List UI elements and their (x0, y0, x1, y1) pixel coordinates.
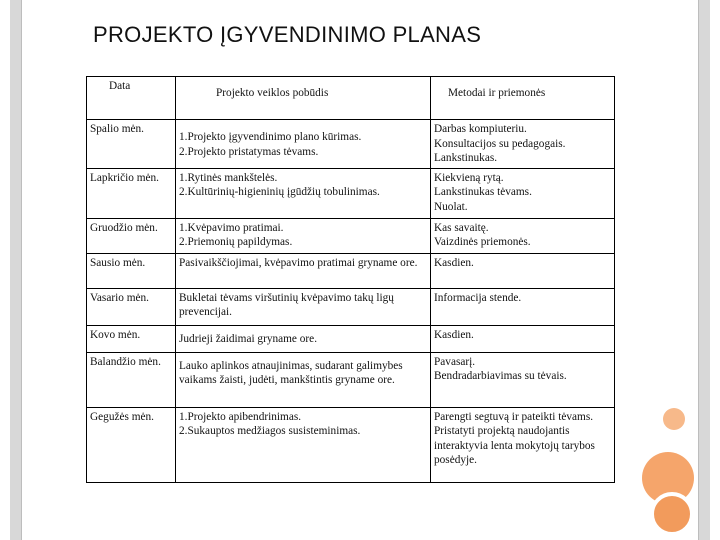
cell-methods: Kasdien. (431, 325, 615, 352)
cell-date: Lapkričio mėn. (87, 168, 176, 218)
cell-date: Sausio mėn. (87, 253, 176, 288)
cell-activity: Pasivaikščiojimai, kvėpavimo pratimai gryname ore. (176, 253, 431, 288)
cell-date: Gegužės mėn. (87, 407, 176, 482)
cell-activity: 1.Projekto įgyvendinimo plano kūrimas. 2.Projekto pristatymas tėvams. (176, 120, 431, 169)
header-activity: Projekto veiklos pobūdis (176, 77, 431, 120)
cell-date: Vasario mėn. (87, 288, 176, 325)
slide-frame-right (698, 0, 710, 540)
header-date: Data (87, 77, 176, 120)
cell-activity: 1.Rytinės mankštelės. 2.Kultūrinių-higieninių įgūdžių tobulinimas. (176, 168, 431, 218)
cell-methods: Kiekvieną rytą. Lankstinukas tėvams. Nuolat. (431, 168, 615, 218)
cell-methods: Informacija stende. (431, 288, 615, 325)
cell-activity: Bukletai tėvams viršutinių kvėpavimo takų ligų prevencijai. (176, 288, 431, 325)
cell-date: Balandžio mėn. (87, 352, 176, 407)
table-header-row (87, 77, 615, 120)
cell-methods: Darbas kompiuteriu. Konsultacijos su pedagogais. Lankstinukas. (431, 120, 615, 169)
cell-methods: Kasdien. (431, 253, 615, 288)
cell-activity: Judrieji žaidimai gryname ore. (176, 325, 431, 352)
plan-table (86, 76, 615, 483)
table-row (87, 253, 615, 288)
cell-activity: Lauko aplinkos atnaujinimas, sudarant galimybes vaikams žaisti, judėti, mankštintis gryname ore. (176, 352, 431, 407)
cell-methods: Pavasarį. Bendradarbiavimas su tėvais. (431, 352, 615, 407)
cell-date: Gruodžio mėn. (87, 218, 176, 253)
table-row (87, 288, 615, 325)
table-row (87, 407, 615, 482)
table-row (87, 325, 615, 352)
decor-circle-small (663, 408, 685, 430)
cell-activity: 1.Projekto apibendrinimas. 2.Sukauptos medžiagos susisteminimas. (176, 407, 431, 482)
table-row (87, 352, 615, 407)
cell-methods: Parengti segtuvą ir pateikti tėvams. Pristatyti projektą naudojantis interaktyvia lenta mokytojų tarybos posėdyje. (431, 407, 615, 482)
cell-methods: Kas savaitę. Vaizdinės priemonės. (431, 218, 615, 253)
page-title: PROJEKTO ĮGYVENDINIMO PLANAS (93, 22, 482, 47)
cell-activity: 1.Kvėpavimo pratimai. 2.Priemonių papildymas. (176, 218, 431, 253)
cell-date: Kovo mėn. (87, 325, 176, 352)
slide-frame-left (10, 0, 22, 540)
table-row (87, 120, 615, 169)
table-row (87, 168, 615, 218)
decor-circle-ring (650, 492, 694, 536)
header-methods: Metodai ir priemonės (431, 77, 615, 120)
table-row (87, 218, 615, 253)
cell-date: Spalio mėn. (87, 120, 176, 169)
